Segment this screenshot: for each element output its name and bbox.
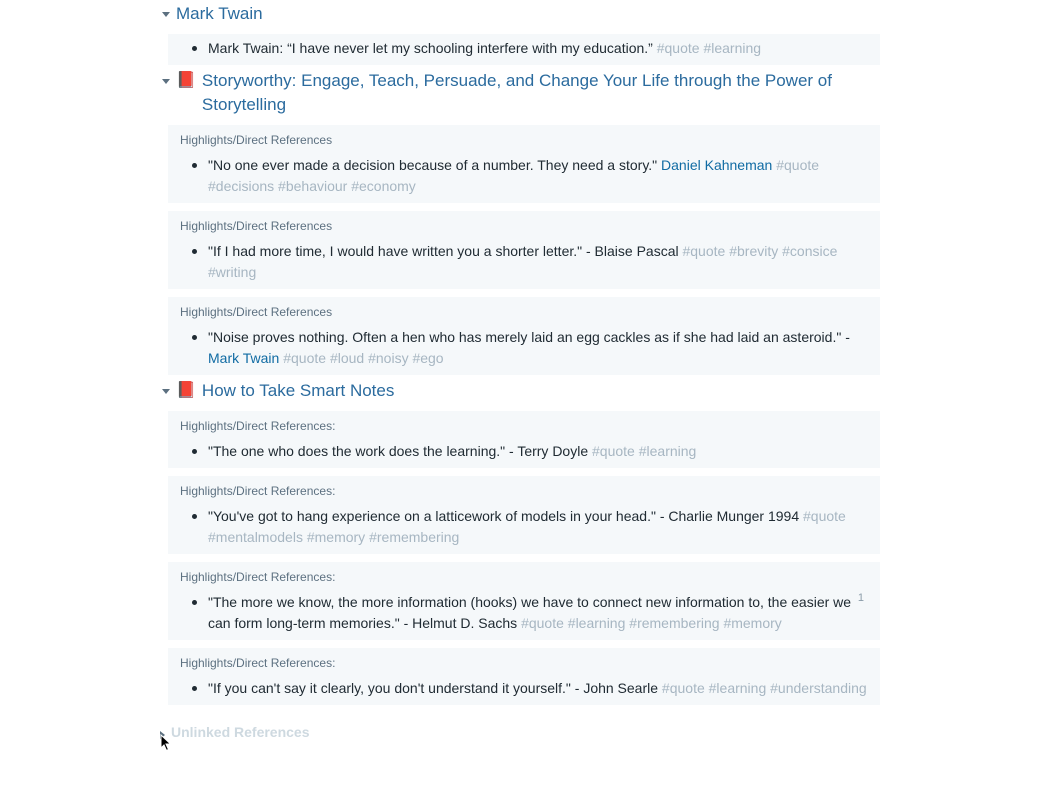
caret-down-icon[interactable] <box>162 79 170 84</box>
bullet-icon[interactable] <box>192 686 197 691</box>
block-text[interactable] <box>208 506 868 548</box>
bullet-icon[interactable] <box>192 600 197 605</box>
tag-link[interactable]: #learning <box>708 680 767 696</box>
tag-link[interactable]: #consice <box>782 243 838 259</box>
text-segment: "Noise proves nothing. Often a hen who has merely laid an egg cackles as if she had laid an asteroid." - <box>208 329 850 345</box>
tag-link[interactable]: #loud <box>329 350 365 366</box>
breadcrumb[interactable]: Highlights/Direct References: <box>180 419 336 433</box>
caret-down-icon[interactable] <box>162 12 170 17</box>
tag-link[interactable]: #quote <box>682 243 726 259</box>
tag-link[interactable]: #learning <box>638 443 697 459</box>
bullet-icon[interactable] <box>192 449 197 454</box>
block-bullet-row <box>180 241 868 283</box>
linked-references-list <box>160 0 880 705</box>
mouse-pointer-icon <box>160 734 172 752</box>
reference-block <box>168 297 880 375</box>
tag-link[interactable]: #mentalmodels <box>208 529 303 545</box>
block-text[interactable] <box>208 441 868 462</box>
tag-link[interactable]: #economy <box>351 178 416 194</box>
block-bullet-row <box>180 38 868 59</box>
tag-link[interactable]: #quote <box>521 615 564 631</box>
page-title-link[interactable]: Storyworthy: Engage, Teach, Persuade, and Change Your Life through the Power of Storytelling <box>201 71 832 114</box>
caret-down-icon[interactable] <box>162 389 170 394</box>
reference-block <box>168 476 880 554</box>
text-segment: "If I had more time, I would have written you a shorter letter." - Blaise Pascal <box>208 243 683 259</box>
unlinked-references-label: Unlinked References <box>171 724 310 740</box>
tag-link[interactable]: #writing <box>208 264 257 280</box>
block-text[interactable] <box>208 155 868 197</box>
reference-count[interactable]: 1 <box>857 592 864 604</box>
tag-link[interactable]: #ego <box>412 350 444 366</box>
text-segment: "No one ever made a decision because of a number. They need a story." <box>208 157 662 173</box>
text-segment: Mark Twain: “I have never let my schooling interfere with my education.” <box>208 40 657 56</box>
block-text[interactable] <box>208 592 868 634</box>
text-segment: "The one who does the work does the learning." - Terry Doyle <box>208 443 592 459</box>
tag-link[interactable]: #brevity <box>729 243 779 259</box>
block-text[interactable] <box>208 678 868 699</box>
breadcrumb[interactable]: Highlights/Direct References <box>180 219 333 233</box>
tag-link[interactable]: #remembering <box>369 529 460 545</box>
tag-link[interactable]: #quote <box>661 680 705 696</box>
book-icon: 📕 <box>176 72 196 89</box>
block-text[interactable] <box>208 38 868 59</box>
block-text[interactable] <box>208 327 868 369</box>
block-text[interactable] <box>208 241 868 283</box>
breadcrumb[interactable]: Highlights/Direct References <box>180 305 333 319</box>
tag-link[interactable]: #quote <box>283 350 327 366</box>
unlinked-references-toggle[interactable] <box>160 724 310 740</box>
page-reference-title[interactable] <box>160 2 880 26</box>
block-bullet-row <box>180 592 868 634</box>
tag-link[interactable]: #quote <box>803 508 846 524</box>
breadcrumb[interactable]: Highlights/Direct References: <box>180 484 336 498</box>
reference-block <box>168 562 880 640</box>
reference-block <box>168 125 880 203</box>
text-segment: "The more we know, the more information (hooks) we have to connect new information to, the easier we can form long-term memories." - Helmut D. Sachs <box>208 594 852 631</box>
book-icon: 📕 <box>176 382 196 399</box>
text-segment: "If you can't say it clearly, you don't understand it yourself." - John Searle <box>208 680 662 696</box>
tag-link[interactable]: #understanding <box>770 680 867 696</box>
text-segment: "You've got to hang experience on a latticework of models in your head." - Charlie Munger 1994 <box>208 508 804 524</box>
reference-block <box>168 34 880 65</box>
tag-link[interactable]: #behaviour <box>278 178 348 194</box>
tag-link[interactable]: #noisy <box>368 350 409 366</box>
tag-link[interactable]: #decisions <box>208 178 275 194</box>
page-reference-title[interactable] <box>160 379 880 403</box>
tag-link[interactable]: #memory <box>306 529 366 545</box>
tag-link[interactable]: #memory <box>723 615 782 631</box>
breadcrumb[interactable]: Highlights/Direct References: <box>180 570 336 584</box>
tag-link[interactable]: #remembering <box>629 615 720 631</box>
reference-block <box>168 211 880 289</box>
page-link[interactable]: Daniel Kahneman <box>661 157 773 173</box>
breadcrumb[interactable]: Highlights/Direct References: <box>180 656 336 670</box>
page-title-link[interactable]: Mark Twain <box>176 4 263 23</box>
tag-link[interactable]: #quote <box>776 157 820 173</box>
breadcrumb[interactable]: Highlights/Direct References <box>180 133 333 147</box>
block-bullet-row <box>180 678 868 699</box>
bullet-icon[interactable] <box>192 249 197 254</box>
page-link[interactable]: Mark Twain <box>208 350 280 366</box>
page-reference-title[interactable] <box>160 69 880 117</box>
block-bullet-row <box>180 155 868 197</box>
reference-block <box>168 648 880 705</box>
reference-block <box>168 411 880 468</box>
page-title-link[interactable]: How to Take Smart Notes <box>201 381 395 400</box>
bullet-icon[interactable] <box>192 514 197 519</box>
block-bullet-row <box>180 506 868 548</box>
bullet-icon[interactable] <box>192 163 197 168</box>
tag-link[interactable]: #quote <box>656 40 700 56</box>
tag-link[interactable]: #learning <box>703 40 762 56</box>
block-bullet-row <box>180 327 868 369</box>
bullet-icon[interactable] <box>192 335 197 340</box>
bullet-icon[interactable] <box>192 46 197 51</box>
tag-link[interactable]: #quote <box>592 443 635 459</box>
tag-link[interactable]: #learning <box>567 615 626 631</box>
block-bullet-row <box>180 441 868 462</box>
